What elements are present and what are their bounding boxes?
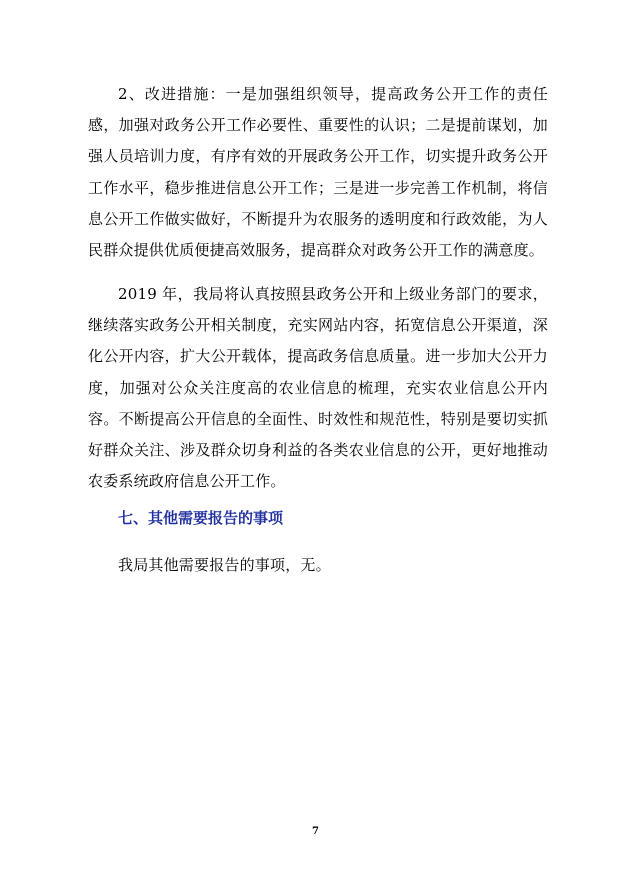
page-number: 7 [312,826,319,837]
section-heading: 七、其他需要报告的事项 [118,509,284,527]
paragraph-improvement-measures: 2、改进措施：一是加强组织领导，提高政务公开工作的责任感，加强对政务公开工作必要性、重要性的认识；二是提前谋划，加强人员培训力度，有序有效的开展政务公开工作，切实提升政务公开工作水平，稳步推进信息公开工作；三是进一步完善工作机制，将信息公开工作做实做好，不断提升为农服务的透明度和行政效能，为人民群众提供优质便捷高效服务，提高群众对政务公开工作的满意度。 [88,85,548,260]
section-body: 我局其他需要报告的事项，无。 [118,556,331,574]
paragraph-2019-plan: 2019 年，我局将认真按照县政务公开和上级业务部门的要求，继续落实政务公开相关制度，充实网站内容，拓宽信息公开渠道，深化公开内容，扩大公开载体，提高政务信息质量。进一步加大公开力度，加强对公众关注度高的农业信息的梳理，充实农业信息公开内容。不断提高公开信息的全面性、时效性和规范性，特别是要切实抓好群众关注、涉及群众切身利益的各类农业信息的公开，更好地推动农委系统政府信息公开工作。 [88,285,548,491]
